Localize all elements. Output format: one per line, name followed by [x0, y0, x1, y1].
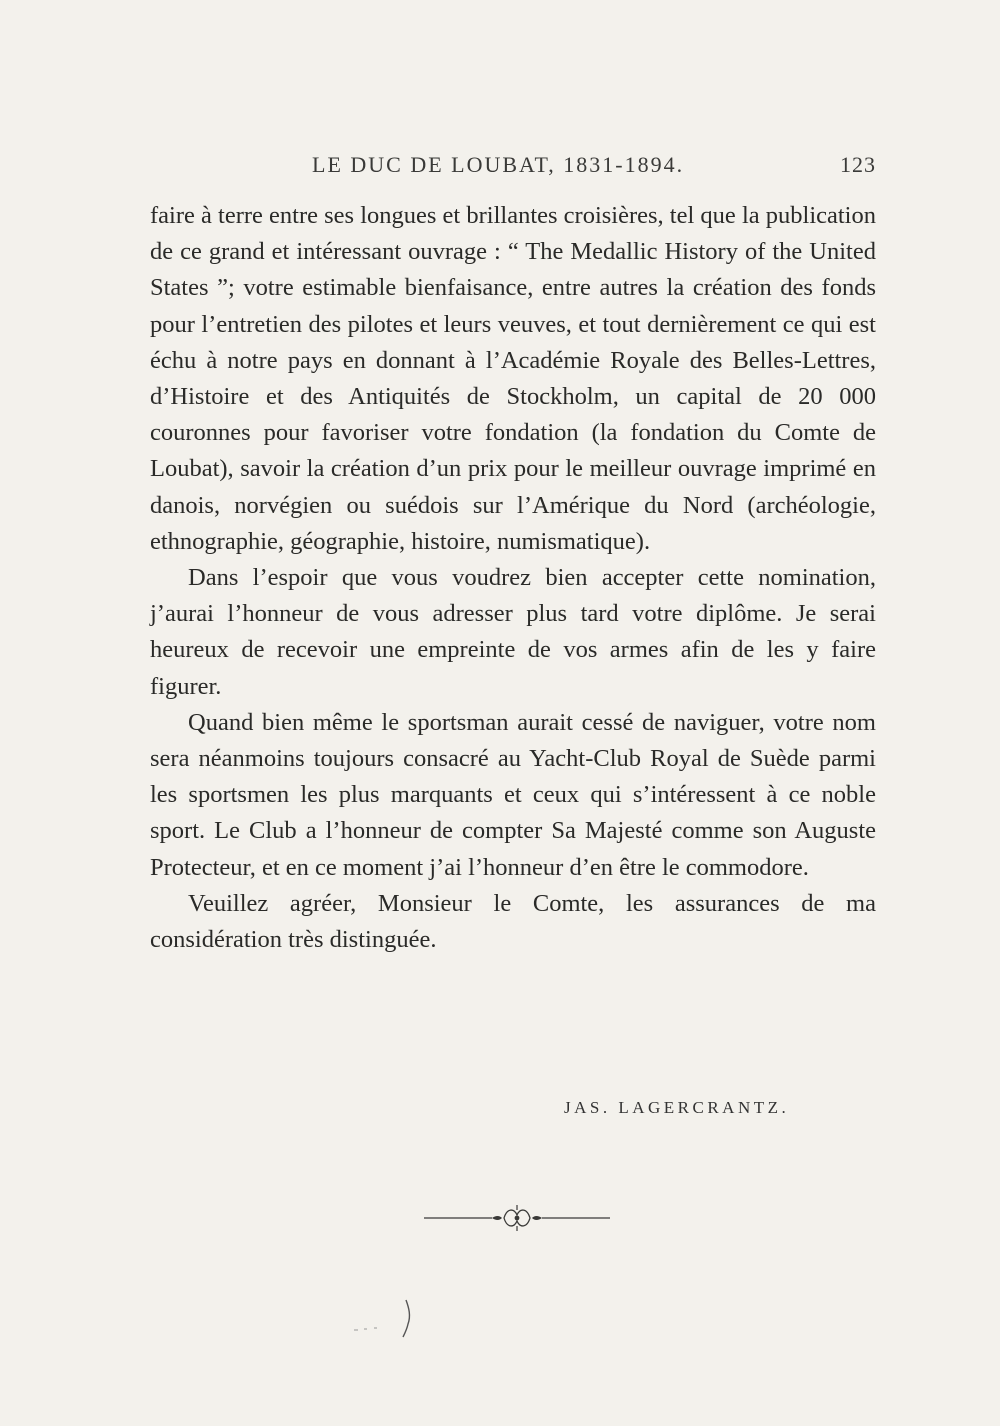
paragraph-closing: Veuillez agréer, Monsieur le Comte, les assurances de ma considération très distinguée. [150, 889, 876, 954]
paragraph-continuation: faire à terre entre ses longues et brillantes croisières, tel que la publication de ce grand et intéressant ouvrage : “ The Medallic History of the United States ”; votre estimable bienfaisance, entre autres la création des fonds pour l’entretien des pilotes et leurs veuves, et tout dernièrement ce qui est échu à notre pays en donnant à l’Académie Royale des Belles-Lettres, d’Histoire et des Antiquités de Stockholm, un capital de 20 000 couronnes pour favoriser votre fondation (la fondation du Comte de Loubat), savoir la création d’un prix pour le meilleur ouvrage imprimé en danois, norvégien ou suédois sur l’Amérique du Nord (archéologie, ethnographie, géographie, histoire, numismatique). [150, 202, 876, 555]
paragraph-diploma: Dans l’espoir que vous voudrez bien accepter cette nomination, j’aurai l’honneur de vous adresser plus tard votre diplôme. Je serai heureux de recevoir une empreinte de vos armes afin de les y faire figurer. [150, 564, 876, 700]
signature: JAS. LAGERCRANTZ. [564, 1098, 790, 1117]
running-title: LE DUC DE LOUBAT, 1831-1894. [312, 152, 685, 177]
fleuron-ornament-icon [424, 1200, 610, 1236]
body-text [150, 198, 876, 958]
page-number: 123 [840, 152, 876, 177]
paragraph-yacht-club: Quand bien même le sportsman aurait cessé de naviguer, votre nom sera néanmoins toujours consacré au Yacht-Club Royal de Suède parmi les sportsmen les plus marquants et ceux qui s’intéressent à ce noble sport. Le Club a l’honneur de compter Sa Majesté comme son Auguste Protecteur, et en ce moment j’ai l’honneur d’en être le commodore. [150, 708, 876, 881]
stray-ink-mark [352, 1298, 422, 1342]
